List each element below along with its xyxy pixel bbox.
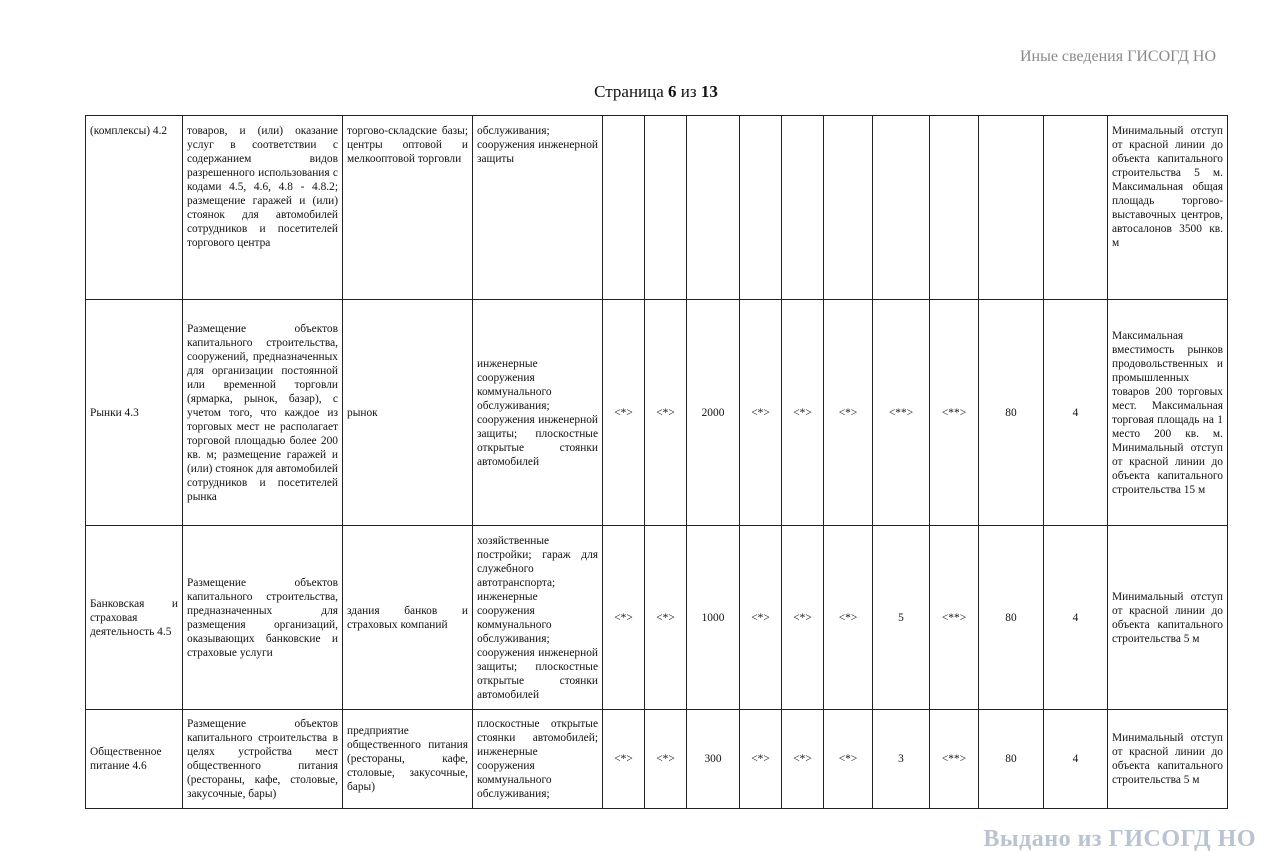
permitted-objects: здания банков и страховых компаний <box>343 526 473 710</box>
param-cell: <**> <box>873 300 930 526</box>
land-use-name: Банковская и страховая деятельность 4.5 <box>86 526 183 710</box>
table-row <box>86 300 1228 526</box>
land-use-description: товаров, и (или) оказание услуг в соответствии с содержанием видов разрешенного использования с кодами 4.5, 4.6, 4.8 - 4.8.2; размещение гаражей и (или) стоянок для автомобилей сотрудников и посетителей торгового центра <box>183 116 343 300</box>
param-cell: 2000 <box>687 300 740 526</box>
param-cell <box>1044 116 1108 300</box>
land-use-name: (комплексы) 4.2 <box>86 116 183 300</box>
param-cell: <*> <box>740 300 782 526</box>
param-cell: <*> <box>740 710 782 809</box>
param-cell <box>873 116 930 300</box>
auxiliary-objects: обслуживания; сооружения инженерной защиты <box>473 116 603 300</box>
param-cell: 300 <box>687 710 740 809</box>
param-cell: <*> <box>782 710 824 809</box>
notes-cell: Минимальный отступ от красной линии до объекта капитального строительства 5 м. Максимальная общая площадь торгово-выставочных центров, автосалонов 3500 кв. м <box>1108 116 1228 300</box>
param-cell: <*> <box>824 710 873 809</box>
page-total: 13 <box>700 82 718 101</box>
param-cell: <*> <box>603 710 645 809</box>
land-use-description: Размещение объектов капитального строительства, предназначенных для размещения организаций, оказывающих банковские и страховые услуги <box>183 526 343 710</box>
param-cell: <**> <box>930 526 979 710</box>
permitted-objects: рынок <box>343 300 473 526</box>
land-use-name: Общественное питание 4.6 <box>86 710 183 809</box>
permitted-objects: торгово-складские базы; центры оптовой и мелкооптовой торговли <box>343 116 473 300</box>
table-row <box>86 116 1228 300</box>
param-cell: <*> <box>824 526 873 710</box>
auxiliary-objects: хозяйственные постройки; гараж для служебного автотранспорта; инженерные сооружения коммунального обслуживания; сооружения инженерной защиты; плоскостные открытые стоянки автомобилей <box>473 526 603 710</box>
auxiliary-objects: инженерные сооружения коммунального обслуживания; сооружения инженерной защиты; плоскостные открытые стоянки автомобилей <box>473 300 603 526</box>
land-use-name: Рынки 4.3 <box>86 300 183 526</box>
param-cell: <*> <box>603 300 645 526</box>
permitted-objects: предприятие общественного питания (рестораны, кафе, столовые, закусочные, бары) <box>343 710 473 809</box>
page-counter <box>0 82 1280 102</box>
param-cell: 80 <box>979 710 1044 809</box>
param-cell: <*> <box>740 526 782 710</box>
param-cell <box>930 116 979 300</box>
param-cell: <*> <box>645 710 687 809</box>
notes-cell: Минимальный отступ от красной линии до объекта капитального строительства 5 м <box>1108 710 1228 809</box>
param-cell: <*> <box>782 526 824 710</box>
table-row <box>86 526 1228 710</box>
param-cell <box>740 116 782 300</box>
param-cell: 4 <box>1044 300 1108 526</box>
notes-cell: Минимальный отступ от красной линии до объекта капитального строительства 5 м <box>1108 526 1228 710</box>
param-cell: 80 <box>979 300 1044 526</box>
param-cell: <**> <box>930 300 979 526</box>
page-prefix: Страница <box>594 82 664 101</box>
param-cell <box>603 116 645 300</box>
param-cell <box>979 116 1044 300</box>
param-cell: <*> <box>824 300 873 526</box>
param-cell: 4 <box>1044 526 1108 710</box>
issued-watermark: Выдано из ГИСОГД НО <box>983 826 1256 852</box>
document-source-note: Иные сведения ГИСОГД НО <box>1019 48 1216 65</box>
param-cell: 4 <box>1044 710 1108 809</box>
param-cell <box>687 116 740 300</box>
param-cell: 5 <box>873 526 930 710</box>
zoning-regulations-table <box>85 115 1228 809</box>
param-cell <box>645 116 687 300</box>
auxiliary-objects: плоскостные открытые стоянки автомобилей; инженерные сооружения коммунального обслуживания; <box>473 710 603 809</box>
table-row <box>86 710 1228 809</box>
param-cell: <**> <box>930 710 979 809</box>
notes-cell: Максимальная вместимость рынков продовольственных и промышленных товаров 200 торговых мест. Максимальная торговая площадь на 1 место 200 кв. м. Минимальный отступ от красной линии до объекта капитального строительства 15 м <box>1108 300 1228 526</box>
param-cell: <*> <box>603 526 645 710</box>
land-use-description: Размещение объектов капитального строительства в целях устройства мест общественного питания (рестораны, кафе, столовые, закусочные, бары) <box>183 710 343 809</box>
param-cell: 3 <box>873 710 930 809</box>
page-of: из <box>680 82 697 101</box>
param-cell: 1000 <box>687 526 740 710</box>
param-cell: <*> <box>782 300 824 526</box>
param-cell <box>824 116 873 300</box>
page-current: 6 <box>668 82 677 101</box>
param-cell <box>782 116 824 300</box>
land-use-description: Размещение объектов капитального строительства, сооружений, предназначенных для организации постоянной или временной торговли (ярмарка, рынок, базар), с учетом того, что каждое из торговых мест не располагает торговой площадью более 200 кв. м; размещение гаражей и (или) стоянок для автомобилей сотрудников и посетителей рынка <box>183 300 343 526</box>
param-cell: 80 <box>979 526 1044 710</box>
param-cell: <*> <box>645 526 687 710</box>
param-cell: <*> <box>645 300 687 526</box>
